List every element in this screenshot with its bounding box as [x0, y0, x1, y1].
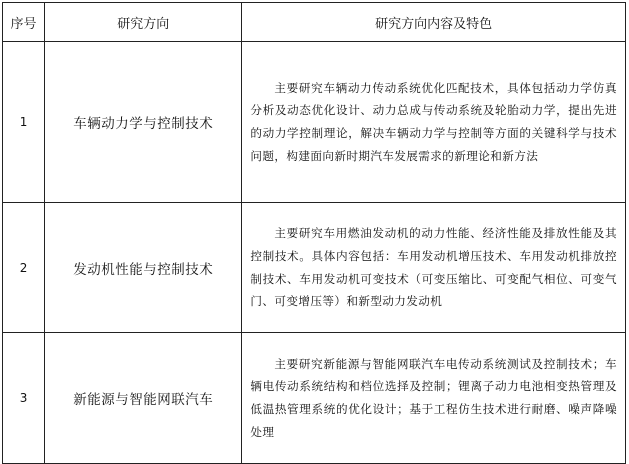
- row-direction: 车辆动力学与控制技术: [45, 42, 242, 203]
- header-direction: 研究方向: [45, 3, 242, 42]
- row-content: 主要研究车用燃油发动机的动力性能、经济性能及排放性能及其控制技术。具体内容包括：车用发动机增压技术、车用发动机排放控制技术、车用发动机可变技术（可变压缩比、可变配气相位、可变气门、可变增压等）和新型动力发动机: [242, 203, 626, 333]
- header-index: 序号: [3, 3, 45, 42]
- row-index: 2: [3, 203, 45, 333]
- row-direction: 新能源与智能网联汽车: [45, 333, 242, 464]
- table-row: [3, 42, 626, 203]
- row-index: 3: [3, 333, 45, 464]
- table-header-row: [3, 3, 626, 42]
- table-row: [3, 203, 626, 333]
- row-content: 主要研究车辆动力传动系统优化匹配技术，具体包括动力学仿真分析及动态优化设计、动力总成与传动系统及轮胎动力学，提出先进的动力学控制理论，解决车辆动力学与控制等方面的关键科学与技术问题，构建面向新时期汽车发展需求的新理论和新方法: [242, 42, 626, 203]
- header-content: 研究方向内容及特色: [242, 3, 626, 42]
- table-row: [3, 333, 626, 464]
- row-index: 1: [3, 42, 45, 203]
- row-direction: 发动机性能与控制技术: [45, 203, 242, 333]
- row-content: 主要研究新能源与智能网联汽车电传动系统测试及控制技术；车辆电传动系统结构和档位选择及控制；锂离子动力电池相变热管理及低温热管理系统的优化设计；基于工程仿生技术进行耐磨、噪声降噪处理: [242, 333, 626, 464]
- research-directions-table: [2, 2, 626, 464]
